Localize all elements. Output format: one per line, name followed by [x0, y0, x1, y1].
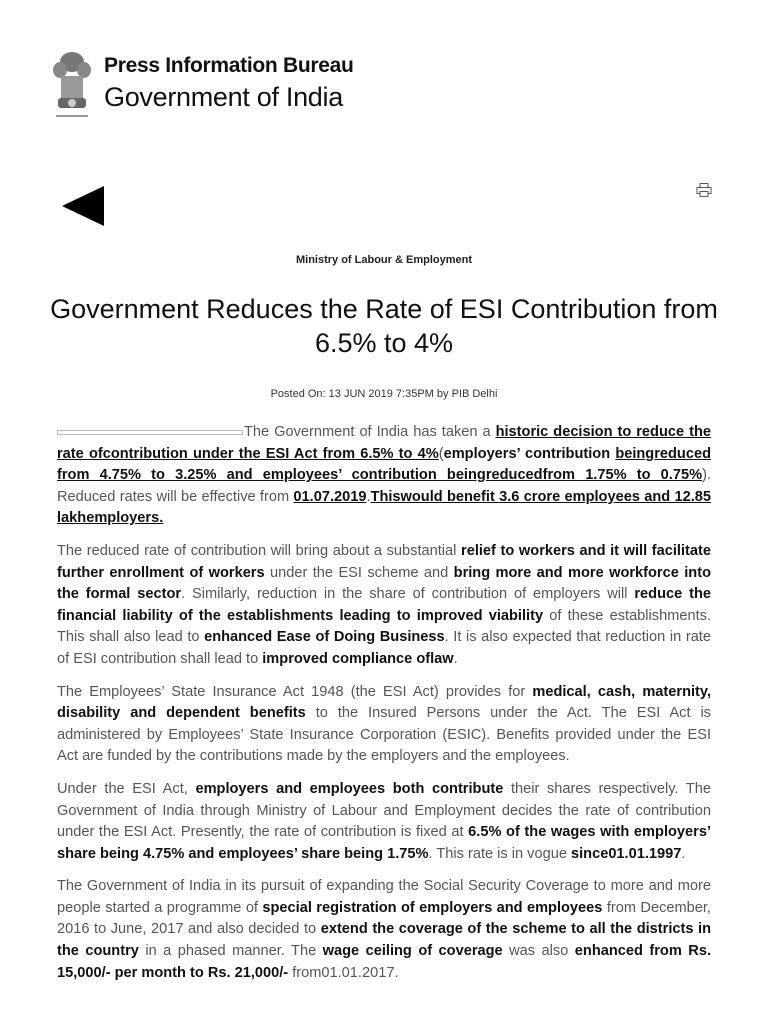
body-text: . — [366, 488, 371, 505]
body-text: The reduced rate of contribution will bring about a substantial — [57, 542, 462, 559]
emphasis-text — [293, 489, 366, 505]
back-arrow-icon[interactable] — [62, 186, 104, 226]
emphasis-text: enhanced Ease of Doing Business — [204, 629, 445, 646]
body-text: The Government of India in its pursuit of expanding the Social Security Coverage to more and more people started a programme of — [57, 878, 711, 916]
body-text: was also — [502, 943, 575, 960]
body-text: . This rate is in vogue — [428, 845, 571, 862]
posted-info: Posted On: 13 JUN 2019 7:35PM by PIB Delhi — [270, 388, 498, 400]
body-text: . — [453, 650, 458, 667]
body-text: their shares respectively. The Government of India through Ministry of Labour and Employment decides the rate of contribution under the ESI Act. Presently, the rate of contribution is fixed at — [57, 780, 711, 841]
article-body — [57, 422, 711, 995]
org-name: Press Information Bureau — [104, 54, 354, 77]
article-paragraph — [57, 541, 711, 671]
emphasis-text: special registration of employers and employees — [262, 899, 603, 916]
body-text: The Employees’ State Insurance Act 1948 (the ESI Act) provides for — [57, 683, 533, 700]
emphasis-text: since01.01.1997 — [571, 845, 682, 862]
body-text: The Government of India has taken a — [244, 424, 496, 440]
emphasis-text: bring more and more workforce into the formal sector — [57, 564, 711, 603]
emphasis-text: extend the coverage of the scheme to all the districts in the country — [57, 921, 712, 960]
body-text: ( — [438, 445, 444, 462]
emphasis-text: medical, cash, maternity, disability and dependent benefits — [57, 683, 711, 722]
body-text: from01.01.2017. — [288, 964, 399, 981]
body-text: . — [681, 845, 686, 862]
underlined-text: beingreduced from 4.75% to 3.25% and employees’ contribution beingreducedfrom 1.75% to 0.75% — [57, 445, 711, 484]
emphasis-text: improved compliance oflaw — [262, 650, 454, 667]
body-text: . It is also expected that reduction in rate of ESI contribution shall lead to — [57, 629, 711, 667]
body-text: Under the ESI Act, — [57, 780, 196, 797]
article-paragraph — [57, 779, 711, 865]
article-paragraph — [57, 422, 711, 530]
body-text: ). Reduced rates will be effective from — [57, 467, 711, 505]
page-title: Government Reduces the Rate of ESI Contribution from 6.5% to 4% — [50, 294, 718, 358]
body-text: from December, 2016 to June, 2017 and also decided to — [57, 899, 711, 938]
emphasis-text: reduce the financial liability of the establishments leading to improved viability — [57, 586, 711, 624]
body-text: under the ESI scheme and — [264, 564, 454, 581]
underlined-text: 01.07.2019 — [293, 488, 367, 505]
underlined-text: historic decision to reduce the rate ofcontribution under the ESI Act from 6.5% to 4% — [57, 424, 711, 462]
emphasis-text: enhanced from Rs. 15,000/- per month to Rs. 21,000/- — [57, 943, 711, 981]
emphasis-text: 6.5% of the wages with employers’ share being 4.75% and employees’ share being 1.75% — [57, 824, 711, 862]
article-paragraph — [57, 682, 711, 768]
body-text: in a phased manner. The — [138, 943, 323, 960]
divider — [57, 430, 243, 435]
emphasis-text: employers and employees both contribute — [195, 780, 504, 797]
printer-icon[interactable] — [696, 183, 712, 197]
national-emblem-icon — [50, 48, 94, 124]
body-text: of these establishments. This shall also lead to — [57, 607, 711, 646]
underlined-text: Thiswould benefit 3.6 crore employees and 12.85 lakhemployers. — [57, 488, 711, 527]
body-text: to the Insured Persons under the Act. The ESI Act is administered by Employees’ State Insurance Corporation (ESIC). Benefits provided under the ESI Act are funded by the contributions made by the employers and the employees. — [57, 705, 711, 765]
emphasis-text: wage ceiling of coverage — [322, 943, 503, 960]
emphasis-text: relief to workers and it will facilitate further enrollment of workers — [57, 542, 711, 581]
ministry-label: Ministry of Labour & Employment — [295, 254, 472, 266]
emphasis-text: employers’ contribution — [443, 445, 616, 462]
site-header — [50, 48, 354, 124]
gov-name: Government of India — [104, 82, 343, 112]
body-text: . Similarly, reduction in the share of contribution of employers will — [181, 586, 635, 603]
article-paragraph — [57, 876, 711, 984]
